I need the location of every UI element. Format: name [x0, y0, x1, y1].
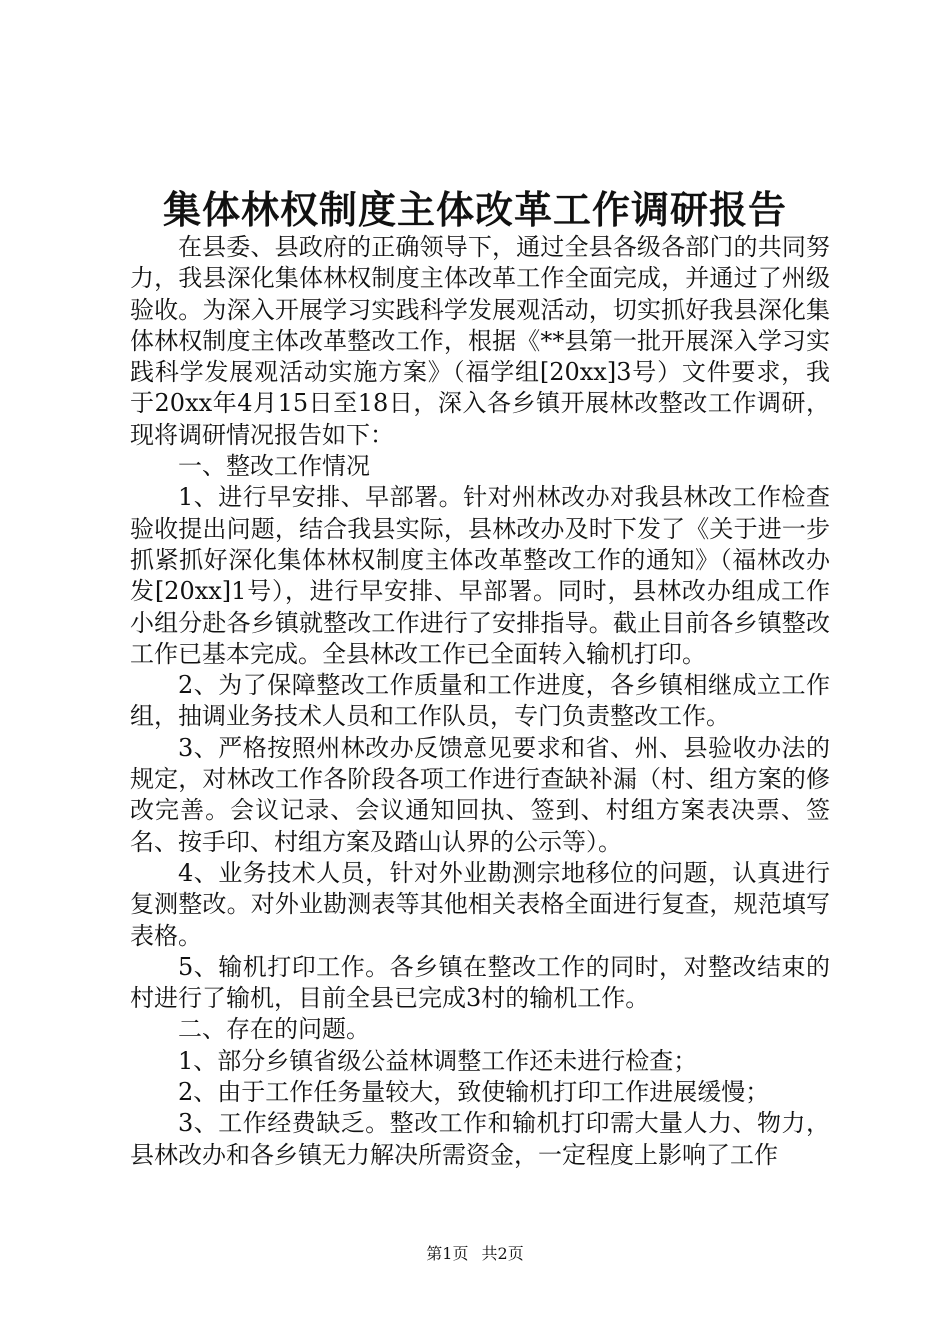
paragraph-item-5: 5、输机打印工作。各乡镇在整改工作的同时，对整改结束的村进行了输机，目前全县已完成3村的输机工作。 [130, 952, 830, 1013]
paragraph-item-1: 1、进行早安排、早部署。针对州林改办对我县林改工作检查验收提出问题，结合我县实际，县林改办及时下发了《关于进一步抓紧抓好深化集体林权制度主体改革整改工作的通知》（福林改办发[20xx]1号），进行早安排、早部署。同时，县林改办组成工作小组分赴各乡镇就整改工作进行了安排指导。截止目前各乡镇整改工作已基本完成。全县林改工作已全面转入输机打印。 [130, 483, 830, 668]
paragraph-intro: 在县委、县政府的正确领导下，通过全县各级各部门的共同努力，我县深化集体林权制度主体改革工作全面完成，并通过了州级验收。为深入开展学习实践科学发展观活动，切实抓好我县深化集体林权制度主体改革整改工作，根据《**县第一批开展深入学习实践科学发展观活动实施方案》（福学组[20xx]3号）文件要求，我于20xx年4月15日至18日，深入各乡镇开展林改整改工作调研，现将调研情况报告如下： [130, 233, 830, 449]
paragraph-item-2: 2、为了保障整改工作质量和工作进度，各乡镇相继成立工作组，抽调业务技术人员和工作队员，专门负责整改工作。 [130, 671, 830, 731]
paragraph-item-3: 3、严格按照州林改办反馈意见要求和省、州、县验收办法的规定，对林改工作各阶段各项工作进行查缺补漏（村、组方案的修改完善。会议记录、会议通知回执、签到、村组方案表决票、签名、按手印、村组方案及踏山认界的公示等）。 [130, 733, 830, 856]
problem-item-2: 2、由于工作任务量较大，致使输机打印工作进展缓慢； [178, 1078, 770, 1107]
page-total: 共2页 [481, 1244, 524, 1263]
section-heading-1: 一、整改工作情况 [178, 452, 370, 481]
document-title: 集体林权制度主体改革工作调研报告 [162, 187, 787, 232]
section-heading-2: 二、存在的问题。 [178, 1015, 370, 1044]
page-number: 第1页 [426, 1244, 469, 1263]
problem-item-1: 1、部分乡镇省级公益林调整工作还未进行检查； [178, 1046, 698, 1075]
paragraph-item-4: 4、业务技术人员，针对外业勘测宗地移位的问题，认真进行复测整改。对外业勘测表等其他相关表格全面进行复查，规范填写表格。 [130, 858, 830, 950]
page-footer [0, 1242, 950, 1266]
problem-item-3: 3、工作经费缺乏。整改工作和输机打印需大量人力、物力，县林改办和各乡镇无力解决所需资金，一定程度上影响了工作 [130, 1109, 830, 1169]
document-body [130, 232, 830, 1171]
